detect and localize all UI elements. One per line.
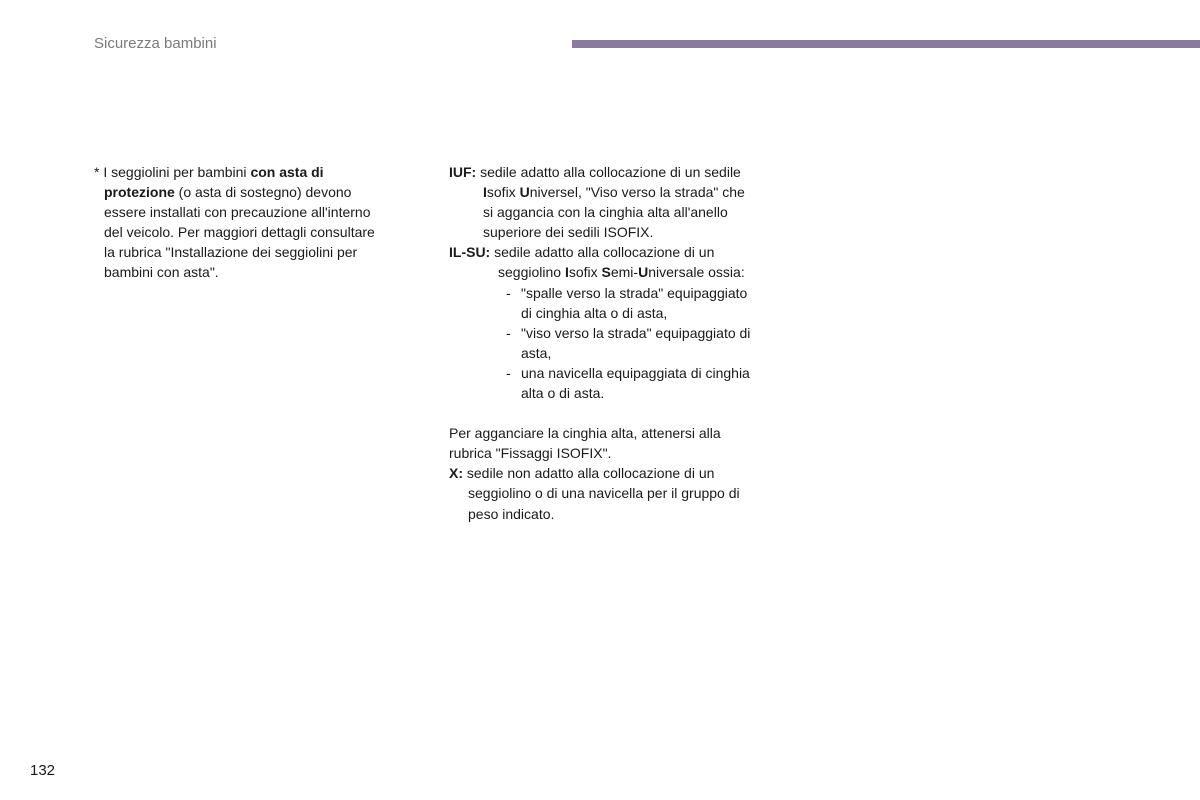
bold-letter: I bbox=[564, 264, 569, 281]
footnote-line-1 bbox=[94, 162, 424, 182]
iuf-line-1 bbox=[449, 162, 809, 182]
iuf-line-2 bbox=[449, 182, 809, 202]
footnote-text: I seggiolini per bambini bbox=[103, 164, 251, 180]
footnote-bold: con asta di bbox=[250, 164, 324, 180]
ilsu-line-2 bbox=[449, 262, 809, 282]
x-line-2: seggiolino o di una navicella per il gruppo di bbox=[468, 485, 740, 502]
bullet-dash: - bbox=[506, 364, 511, 381]
bullet-text: una navicella equipaggiata di cinghia bbox=[521, 364, 750, 381]
bullet-item bbox=[449, 283, 809, 303]
iuf-text: niversel, "Viso verso la strada" che bbox=[529, 184, 745, 201]
iuf-text: sedile adatto alla collocazione di un sedile bbox=[476, 164, 741, 180]
x-text: sedile non adatto alla collocazione di un bbox=[463, 465, 715, 482]
footnote-line-4: del veicolo. Per maggiori dettagli consultare bbox=[104, 224, 375, 241]
bold-letter: U bbox=[638, 264, 649, 281]
ilsu-text: seggiolino bbox=[498, 264, 565, 281]
bullet-continuation: asta, bbox=[521, 344, 552, 361]
bullet-continuation: di cinghia alta o di asta, bbox=[521, 304, 668, 321]
bold-letter: I bbox=[483, 184, 487, 201]
ilsu-label: IL-SU: bbox=[449, 244, 491, 261]
footnote-block bbox=[94, 162, 424, 283]
isofix-note-line-2: rubrica "Fissaggi ISOFIX". bbox=[449, 445, 612, 462]
page-number: 132 bbox=[30, 762, 56, 779]
x-line-1 bbox=[449, 463, 809, 483]
paragraph-gap bbox=[449, 403, 809, 423]
footnote-line-6: bambini con asta". bbox=[104, 264, 219, 281]
footnote-line-5: la rubrica "Installazione dei seggiolini per bbox=[104, 244, 358, 261]
isofix-note-line-1: Per agganciare la cinghia alta, attenersi alla bbox=[449, 425, 721, 442]
bullet-text: "spalle verso la strada" equipaggiato bbox=[521, 284, 748, 301]
bullet-item bbox=[449, 323, 809, 343]
bold-letter: S bbox=[601, 264, 611, 281]
footnote-bold: protezione bbox=[104, 184, 175, 201]
iuf-label: IUF: bbox=[449, 164, 477, 180]
bullet-continuation: alta o di asta. bbox=[521, 385, 605, 402]
ilsu-text: sedile adatto alla collocazione di un bbox=[490, 244, 715, 261]
footnote-line-2 bbox=[94, 182, 424, 202]
ilsu-text: emi- bbox=[610, 264, 639, 281]
iuf-line-3: si aggancia con la cinghia alta all'anello bbox=[483, 204, 728, 221]
ilsu-text: sofix bbox=[568, 264, 602, 281]
iuf-line-4: superiore dei sedili ISOFIX. bbox=[483, 224, 654, 241]
footnote-star: * bbox=[94, 164, 100, 180]
bullet-dash: - bbox=[506, 324, 511, 341]
header-accent-bar bbox=[572, 40, 1200, 48]
bullet-item bbox=[449, 363, 809, 383]
definitions-block bbox=[449, 162, 809, 524]
footnote-line-3: essere installati con precauzione all'interno bbox=[104, 204, 371, 221]
iuf-text: sofix bbox=[486, 184, 520, 201]
x-line-3: peso indicato. bbox=[468, 505, 555, 522]
bullet-text: "viso verso la strada" equipaggiato di bbox=[521, 324, 751, 341]
section-title: Sicurezza bambini bbox=[94, 35, 217, 52]
bullet-dash: - bbox=[506, 284, 511, 301]
x-label: X: bbox=[449, 465, 463, 482]
footnote-text: (o asta di sostegno) devono bbox=[174, 184, 352, 201]
bold-letter: U bbox=[519, 184, 530, 201]
ilsu-line-1 bbox=[449, 242, 809, 262]
ilsu-text: niversale ossia: bbox=[648, 264, 745, 281]
